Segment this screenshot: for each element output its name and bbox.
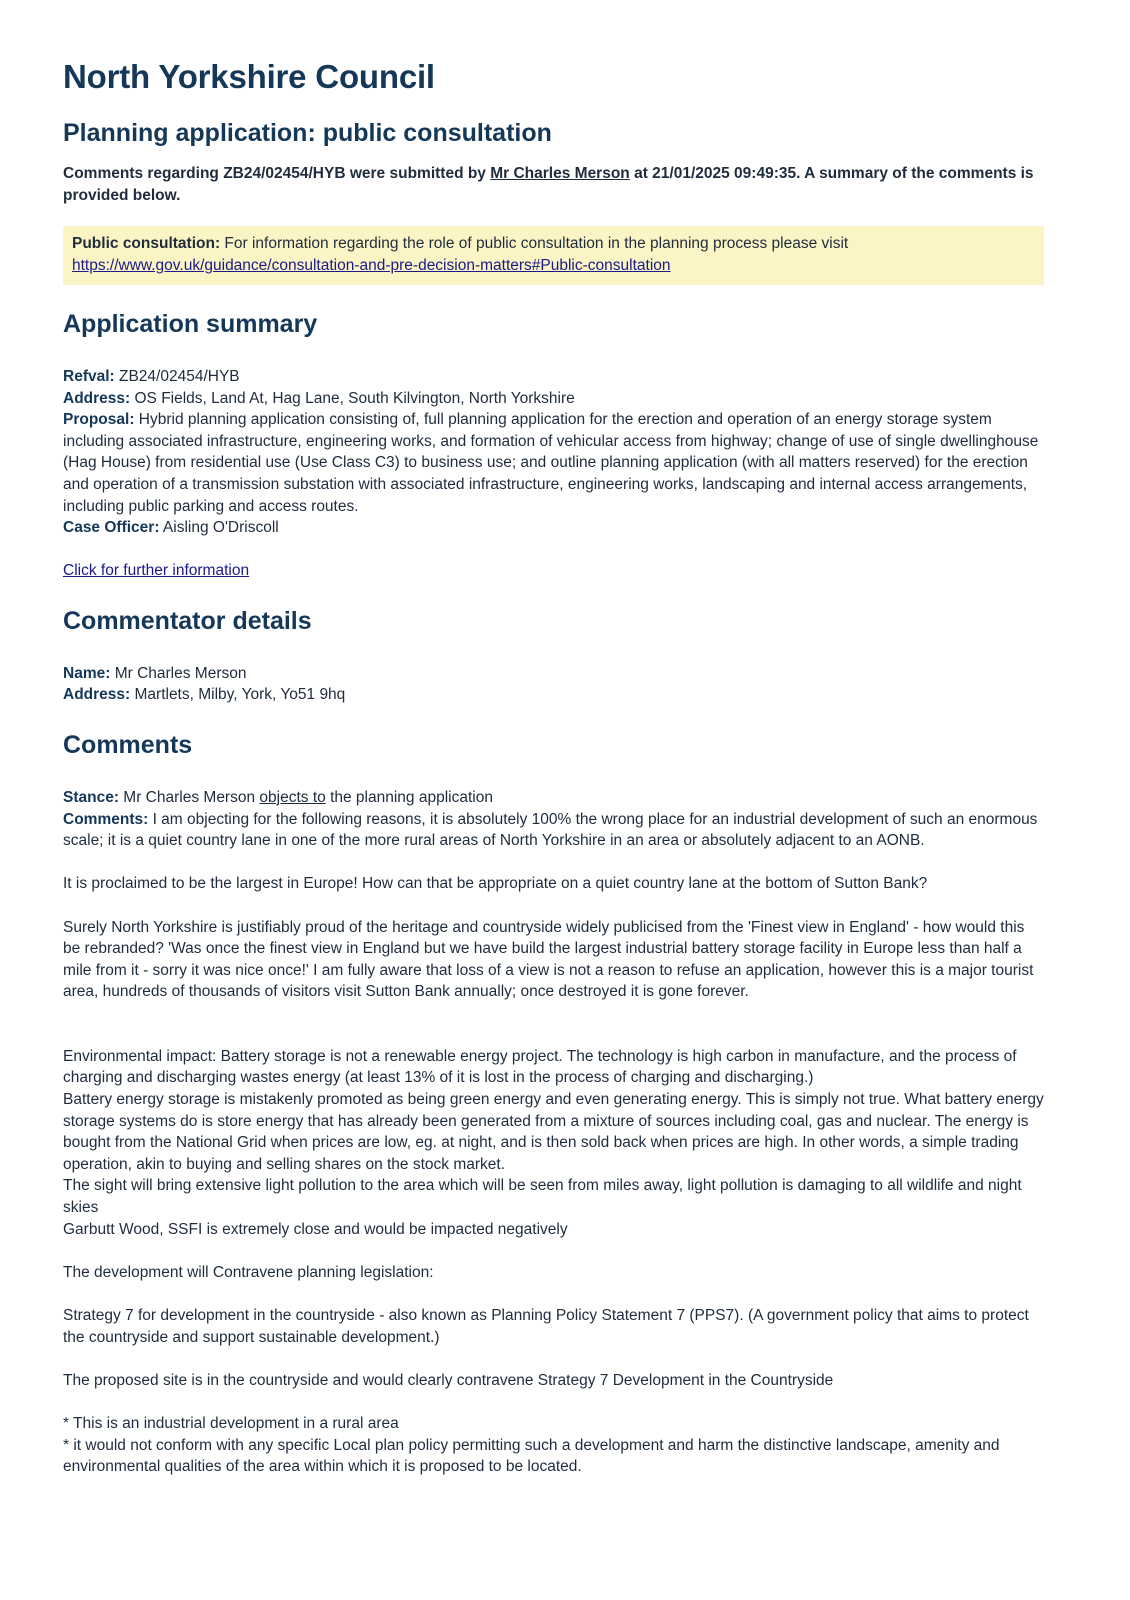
- application-summary-heading: Application summary: [63, 310, 318, 338]
- commentator-address-value: Martlets, Milby, York, Yo51 9hq: [130, 686, 346, 704]
- proposal-value: Hybrid planning application consisting of, full planning application for the erection and operation of an energy storage system including associated infrastructure, engineering works, and formation of vehicular access from highway; change of use of single dwellinghouse (Hag House) from residential use (Use Class C3) to business use; and outline planning application (with all matters reserved) for the erection and operation of a transmission substation with associated infrastructure, engineering works, landscaping and internal access arrangements, including public parking and access routes.: [63, 411, 1039, 515]
- refval-value: ZB24/02454/HYB: [114, 368, 240, 385]
- comment-paragraph: Surely North Yorkshire is justifiably proud of the heritage and countryside widely publicised from the 'Finest view in England' - how would this be rebranded? 'Was once the finest view in England but we have build the largest industrial battery storage facility in Europe less than half a mile from it - sorry it was nice once!' I am fully aware that loss of a view is not a reason to refuse an application, however this is a major tourist area, hundreds of thousands of visitors visit Sutton Bank annually; once destroyed it is gone forever.: [63, 918, 1034, 1001]
- commenter-name-link[interactable]: Mr Charles Merson: [490, 165, 630, 182]
- comment-paragraph: The proposed site is in the countryside and would clearly contravene Strategy 7 Development in the Countryside: [63, 1371, 834, 1389]
- stance-label: Stance:: [63, 788, 119, 806]
- further-info-row: [63, 560, 1044, 582]
- intro-text-pre: Comments regarding ZB24/02454/HYB were submitted by: [63, 165, 491, 182]
- comments-heading: Comments: [63, 730, 193, 759]
- council-title: North Yorkshire Council: [63, 58, 435, 95]
- public-consultation-notice: [63, 226, 1044, 285]
- refval-label: Refval:: [63, 368, 115, 385]
- stance-line: [63, 787, 1044, 809]
- stance-objects-link[interactable]: objects to: [259, 788, 326, 806]
- further-information-link[interactable]: Click for further information: [63, 561, 250, 579]
- comments-body: [63, 787, 1044, 1478]
- commentator-name-value: Mr Charles Merson: [110, 664, 247, 682]
- comment-paragraph: Environmental impact: Battery storage is not a renewable energy project. The technology is high carbon in manufacture, and the process of charging and discharging wastes energy (at least 13% of it is lost in the process of charging and discharging.): [63, 1047, 1017, 1087]
- comment-bullet: * This is an industrial development in a rural area: [63, 1414, 399, 1432]
- proposal-label: Proposal:: [63, 411, 135, 429]
- comment-bullet: * it would not conform with any specific Local plan policy permitting such a development and harm the distinctive landscape, amenity and environmental qualities of the area within which it is proposed to be located.: [63, 1436, 1000, 1476]
- comments-label: Comments:: [63, 810, 149, 828]
- comment-paragraph: [63, 809, 1044, 852]
- comment-paragraph: The development will Contravene planning legislation:: [63, 1263, 434, 1281]
- comment-paragraph: It is proclaimed to be the largest in Europe! How can that be appropriate on a quiet country lane at the bottom of Sutton Bank?: [63, 875, 928, 893]
- page-subtitle: Planning application: public consultation: [63, 119, 552, 147]
- submission-intro: [63, 163, 1044, 207]
- comment-paragraph: Strategy 7 for development in the countryside - also known as Planning Policy Statement 7 (PPS7). (A government policy that aims to protect the countryside and support sustainable development.): [63, 1307, 1029, 1346]
- comment-paragraph: Garbutt Wood, SSFI is extremely close and would be impacted negatively: [63, 1220, 568, 1238]
- comment-paragraph: The sight will bring extensive light pollution to the area which will be seen from miles away, light pollution is damaging to all wildlife and night skies: [63, 1177, 1022, 1217]
- notice-label: Public consultation:: [72, 235, 221, 252]
- commentator-address-label: Address:: [63, 686, 131, 704]
- case-officer-label: Case Officer:: [63, 519, 160, 537]
- stance-post: the planning application: [325, 788, 493, 806]
- commentator-details-heading: Commentator details: [63, 606, 312, 635]
- address-label: Address:: [63, 389, 131, 407]
- commentator-details: [63, 663, 1044, 706]
- application-summary: [63, 366, 1044, 539]
- consultation-guidance-link[interactable]: https://www.gov.uk/guidance/consultation-and-pre-decision-matters#Public-consultation: [72, 257, 671, 274]
- notice-text: For information regarding the role of public consultation in the planning process please visit: [220, 235, 849, 252]
- stance-pre: Mr Charles Merson: [119, 788, 260, 806]
- intro-text-post: at 21/01/2025 09:49:35. A summary of the comments is provided below.: [63, 165, 1034, 204]
- address-value: OS Fields, Land At, Hag Lane, South Kilvington, North Yorkshire: [130, 389, 575, 407]
- comment-paragraph: Battery energy storage is mistakenly promoted as being green energy and even generating energy. This is simply not true. What battery energy storage systems do is store energy that has already been generated from a mixture of sources including coal, gas and nuclear. The energy is bought from the National Grid when prices are low, eg. at night, and is then sold back when prices are high. In other words, a simple trading operation, akin to buying and selling shares on the stock market.: [63, 1091, 1044, 1173]
- commentator-name-label: Name:: [63, 664, 111, 682]
- case-officer-value: Aisling O'Driscoll: [159, 519, 279, 537]
- comment-text-1: I am objecting for the following reasons, it is absolutely 100% the wrong place for an industrial development of such an enormous scale; it is a quiet country lane in one of the more rural areas of North Yorkshire in an area or absolutely adjacent to an AONB.: [63, 810, 1038, 850]
